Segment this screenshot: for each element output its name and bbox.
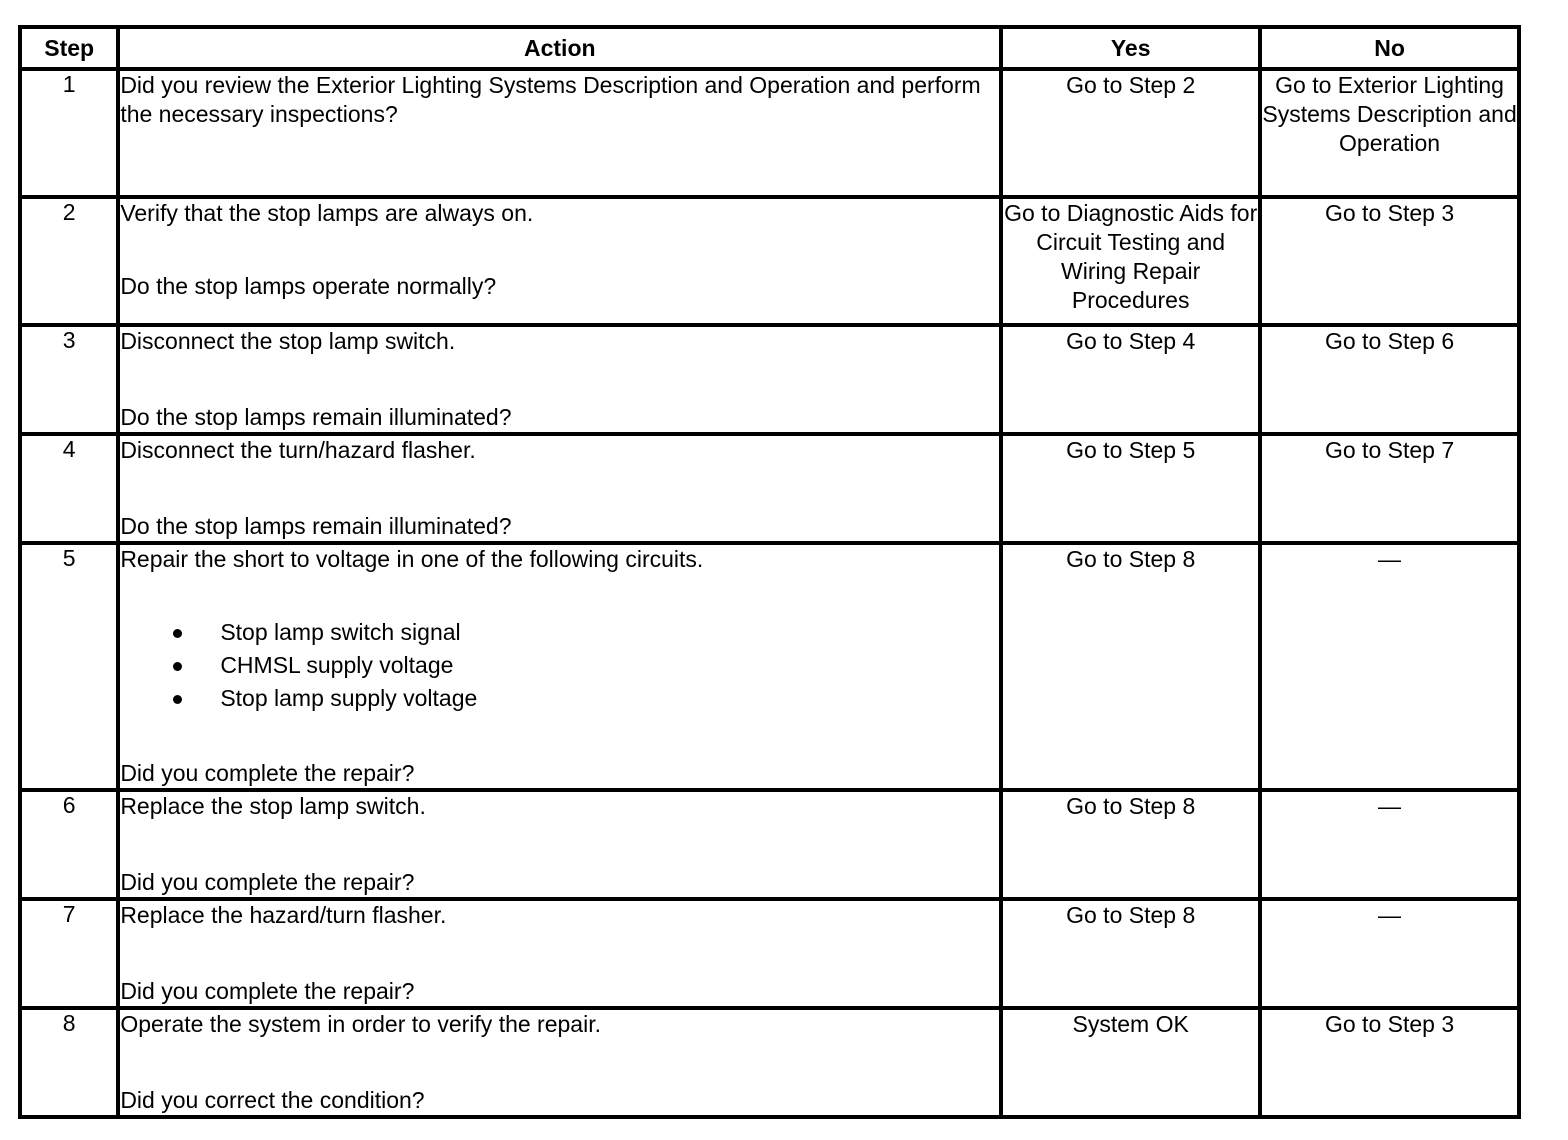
yes-result: Go to Step 4 — [1001, 325, 1260, 434]
header-yes: Yes — [1001, 27, 1260, 69]
action-instruction: Operate the system in order to verify the repair. — [120, 1011, 601, 1037]
action-cell — [118, 543, 1001, 790]
list-item: Stop lamp supply voltage — [120, 682, 999, 715]
step-number: 1 — [20, 69, 118, 197]
yes-result: Go to Step 2 — [1001, 69, 1260, 197]
header-row — [20, 27, 1519, 69]
step-number: 5 — [20, 543, 118, 790]
table-row — [20, 69, 1519, 197]
step-number: 2 — [20, 197, 118, 325]
action-question: Do the stop lamps remain illuminated? — [120, 513, 512, 539]
action-instruction: Verify that the stop lamps are always on. — [120, 200, 534, 226]
step-number: 7 — [20, 899, 118, 1008]
action-cell — [118, 1008, 1001, 1117]
action-cell — [118, 197, 1001, 325]
list-item: CHMSL supply voltage — [120, 649, 999, 682]
action-instruction: Replace the stop lamp switch. — [120, 793, 426, 819]
table-row — [20, 899, 1519, 1008]
no-result: — — [1260, 790, 1519, 899]
diagnostic-table — [18, 25, 1521, 1119]
table-row — [20, 543, 1519, 790]
no-result: Go to Step 3 — [1260, 1008, 1519, 1117]
action-question: Did you complete the repair? — [120, 760, 415, 786]
action-cell — [118, 790, 1001, 899]
action-instruction: Disconnect the stop lamp switch. — [120, 328, 456, 354]
action-question: Did you complete the repair? — [120, 978, 415, 1004]
action-instruction: Did you review the Exterior Lighting Systems Description and Operation and perform the necessary inspections? — [120, 72, 981, 127]
yes-result: Go to Step 8 — [1001, 543, 1260, 790]
header-action: Action — [118, 27, 1001, 69]
yes-result: System OK — [1001, 1008, 1260, 1117]
action-question: Do the stop lamps operate normally? — [120, 273, 497, 299]
action-question: Do the stop lamps remain illuminated? — [120, 404, 512, 430]
yes-result: Go to Step 5 — [1001, 434, 1260, 543]
table-row — [20, 1008, 1519, 1117]
yes-result: Go to Diagnostic Aids for Circuit Testing and Wiring Repair Procedures — [1001, 197, 1260, 325]
action-question: Did you complete the repair? — [120, 869, 415, 895]
step-number: 6 — [20, 790, 118, 899]
yes-result: Go to Step 8 — [1001, 899, 1260, 1008]
table-row — [20, 790, 1519, 899]
action-instruction: Repair the short to voltage in one of the following circuits. — [120, 546, 704, 572]
action-instruction: Disconnect the turn/hazard flasher. — [120, 437, 476, 463]
header-step: Step — [20, 27, 118, 69]
step-number: 4 — [20, 434, 118, 543]
step-number: 3 — [20, 325, 118, 434]
step-number: 8 — [20, 1008, 118, 1117]
table-row — [20, 325, 1519, 434]
action-cell — [118, 434, 1001, 543]
no-result: Go to Step 6 — [1260, 325, 1519, 434]
action-instruction: Replace the hazard/turn flasher. — [120, 902, 447, 928]
list-item: Stop lamp switch signal — [120, 616, 999, 649]
header-no: No — [1260, 27, 1519, 69]
no-result: Go to Step 7 — [1260, 434, 1519, 543]
no-result: — — [1260, 543, 1519, 790]
action-cell — [118, 69, 1001, 197]
circuit-list — [120, 616, 999, 715]
table-row — [20, 197, 1519, 325]
action-question: Did you correct the condition? — [120, 1087, 425, 1113]
no-result: Go to Exterior Lighting Systems Description and Operation — [1260, 69, 1519, 197]
no-result: Go to Step 3 — [1260, 197, 1519, 325]
table-row — [20, 434, 1519, 543]
action-cell — [118, 899, 1001, 1008]
yes-result: Go to Step 8 — [1001, 790, 1260, 899]
action-cell — [118, 325, 1001, 434]
no-result: — — [1260, 899, 1519, 1008]
